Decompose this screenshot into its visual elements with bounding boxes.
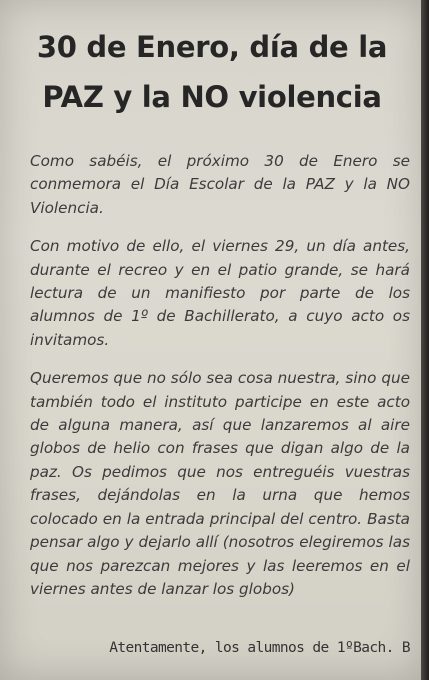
notice-title	[12, 22, 412, 122]
notice-body	[30, 150, 410, 616]
title-line-1: 30 de Enero, día de la	[36, 30, 388, 64]
paragraph-event: Con motivo de ello, el viernes 29, un día antes, durante el recreo y en el patio grande, se hará lectura de un manifiesto por parte de los alumnos de 1º de Bachillerato, a cuyo acto os invitamos.	[30, 237, 410, 349]
title-line-2: PAZ y la NO violencia	[42, 80, 382, 114]
paragraph-participation: Queremos que no sólo sea cosa nuestra, sino que también todo el instituto participe en este acto de alguna manera, así que lanzaremos al aire globos de helio con frases que digan algo de la paz. Os pedimos que nos entreguéis vuestras frases, dejándolas en la urna que hemos colocado en la entrada principal del centro. Basta pensar algo y dejarlo allí (nosotros elegiremos las que nos parezcan mejores y las leeremos en el viernes antes de lanzar los globos)	[30, 369, 410, 598]
paragraph-intro: Como sabéis, el próximo 30 de Enero se conmemora el Día Escolar de la PAZ y la NO Violencia.	[30, 152, 410, 217]
background-edge	[421, 0, 429, 680]
signature-line: Atentamente, los alumnos de 1ºBach. B	[109, 640, 410, 656]
